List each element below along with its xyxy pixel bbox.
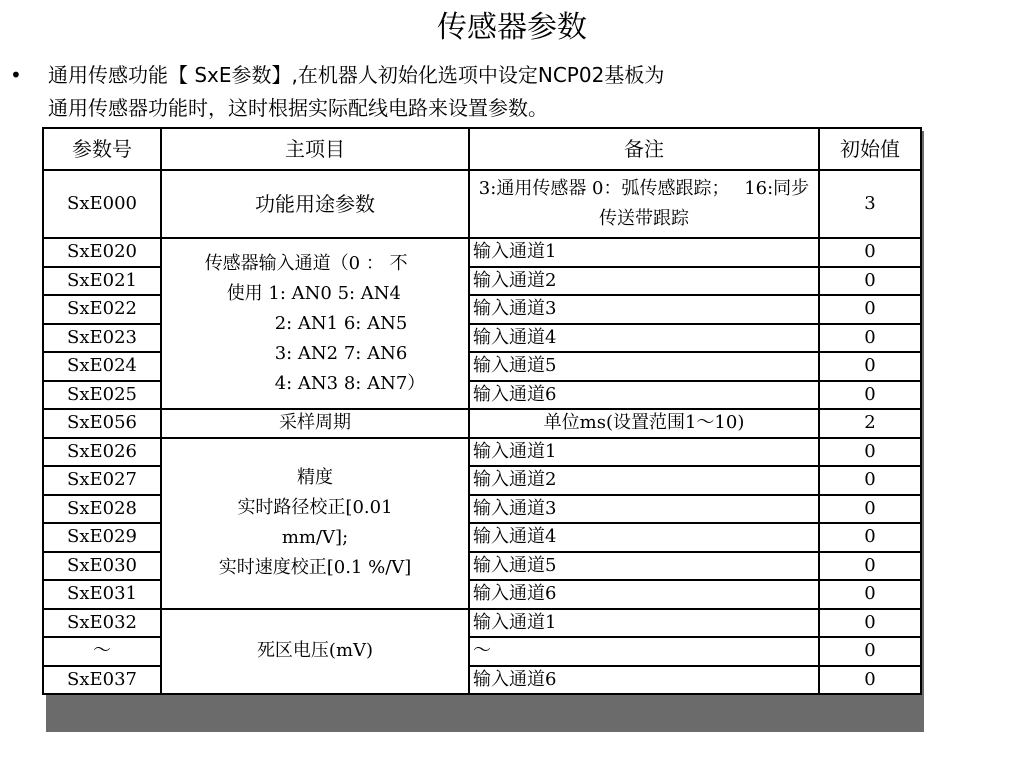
param-cell: SxE022 bbox=[43, 295, 161, 324]
note-cell: 输入通道4 bbox=[469, 523, 819, 552]
init-cell: 0 bbox=[819, 609, 921, 638]
init-cell: 0 bbox=[819, 523, 921, 552]
table-row bbox=[43, 238, 921, 267]
channel-main-line: 3: AN2 7: AN6 bbox=[274, 342, 408, 364]
param-cell: SxE056 bbox=[43, 409, 161, 438]
init-cell: 0 bbox=[819, 324, 921, 353]
header-init: 初始值 bbox=[819, 128, 921, 170]
note-cell: 输入通道6 bbox=[469, 580, 819, 609]
channel-main-line: 2: AN1 6: AN5 bbox=[274, 312, 408, 334]
param-cell: SxE026 bbox=[43, 438, 161, 467]
bullet-marker: • bbox=[10, 63, 22, 87]
init-cell: 0 bbox=[819, 267, 921, 296]
table-row bbox=[43, 409, 921, 438]
param-cell: SxE021 bbox=[43, 267, 161, 296]
note-cell: 输入通道1 bbox=[469, 238, 819, 267]
sensor-parameter-table bbox=[42, 127, 922, 695]
param-cell: SxE032 bbox=[43, 609, 161, 638]
table-row bbox=[43, 170, 921, 238]
param-cell: SxE020 bbox=[43, 238, 161, 267]
main-cell: 功能用途参数 bbox=[161, 170, 469, 238]
note-cell: 输入通道5 bbox=[469, 352, 819, 381]
deadzone-main-cell: 死区电压(mV) bbox=[161, 609, 469, 695]
param-cell: SxE029 bbox=[43, 523, 161, 552]
init-cell: 0 bbox=[819, 580, 921, 609]
note-cell: 3:通用传感器 0：弧传感跟踪； 16:同步传送带跟踪 bbox=[469, 170, 819, 238]
note-cell: 输入通道6 bbox=[469, 666, 819, 695]
init-cell: 0 bbox=[819, 295, 921, 324]
main-cell: 采样周期 bbox=[161, 409, 469, 438]
init-cell: 0 bbox=[819, 352, 921, 381]
header-note: 备注 bbox=[469, 128, 819, 170]
init-cell: 3 bbox=[819, 170, 921, 238]
channel-main-line: 传感器输入通道（0 ： 不 bbox=[204, 252, 408, 274]
note-cell: 输入通道5 bbox=[469, 552, 819, 581]
header-param: 参数号 bbox=[43, 128, 161, 170]
init-cell: 2 bbox=[819, 409, 921, 438]
param-cell: SxE000 bbox=[43, 170, 161, 238]
init-cell: 0 bbox=[819, 495, 921, 524]
param-cell: SxE027 bbox=[43, 466, 161, 495]
param-cell: SxE028 bbox=[43, 495, 161, 524]
note-cell: 输入通道1 bbox=[469, 609, 819, 638]
param-cell: SxE024 bbox=[43, 352, 161, 381]
init-cell: 0 bbox=[819, 666, 921, 695]
init-cell: 0 bbox=[819, 381, 921, 410]
precision-main-line: 实时路径校正[0.01 bbox=[237, 497, 393, 518]
header-main: 主项目 bbox=[161, 128, 469, 170]
param-cell: ～ bbox=[43, 637, 161, 666]
note-cell: 输入通道3 bbox=[469, 495, 819, 524]
init-cell: 0 bbox=[819, 552, 921, 581]
param-cell: SxE023 bbox=[43, 324, 161, 353]
page-title: 传感器参数 bbox=[437, 10, 587, 45]
param-cell: SxE031 bbox=[43, 580, 161, 609]
note-cell: ～ bbox=[469, 637, 819, 666]
precision-main-line: 实时速度校正[0.1 %/V] bbox=[218, 557, 412, 578]
param-cell: SxE037 bbox=[43, 666, 161, 695]
init-cell: 0 bbox=[819, 238, 921, 267]
intro-line-1: 通用传感功能【 SxE参数】,在机器人初始化选项中设定NCP02基板为 bbox=[48, 63, 665, 87]
param-cell: SxE030 bbox=[43, 552, 161, 581]
precision-main-line: 精度 bbox=[297, 467, 333, 488]
param-cell: SxE025 bbox=[43, 381, 161, 410]
channel-main-cell bbox=[161, 238, 469, 409]
note-cell: 单位ms(设置范围1～10) bbox=[469, 409, 819, 438]
note-cell: 输入通道3 bbox=[469, 295, 819, 324]
note-cell: 输入通道6 bbox=[469, 381, 819, 410]
table-header-row bbox=[43, 128, 921, 170]
note-cell: 输入通道2 bbox=[469, 466, 819, 495]
note-cell: 输入通道1 bbox=[469, 438, 819, 467]
precision-main-line: mm/V]; bbox=[281, 527, 349, 548]
channel-main-line: 4: AN3 8: AN7） bbox=[274, 372, 426, 394]
note-cell: 输入通道4 bbox=[469, 324, 819, 353]
init-cell: 0 bbox=[819, 637, 921, 666]
table-row bbox=[43, 438, 921, 467]
init-cell: 0 bbox=[819, 466, 921, 495]
channel-main-line: 使用 1: AN0 5: AN4 bbox=[226, 282, 402, 304]
init-cell: 0 bbox=[819, 438, 921, 467]
precision-main-cell bbox=[161, 438, 469, 609]
intro-line-2: 通用传感器功能时，这时根据实际配线电路来设置参数。 bbox=[48, 96, 548, 120]
note-cell: 输入通道2 bbox=[469, 267, 819, 296]
table-row bbox=[43, 609, 921, 638]
